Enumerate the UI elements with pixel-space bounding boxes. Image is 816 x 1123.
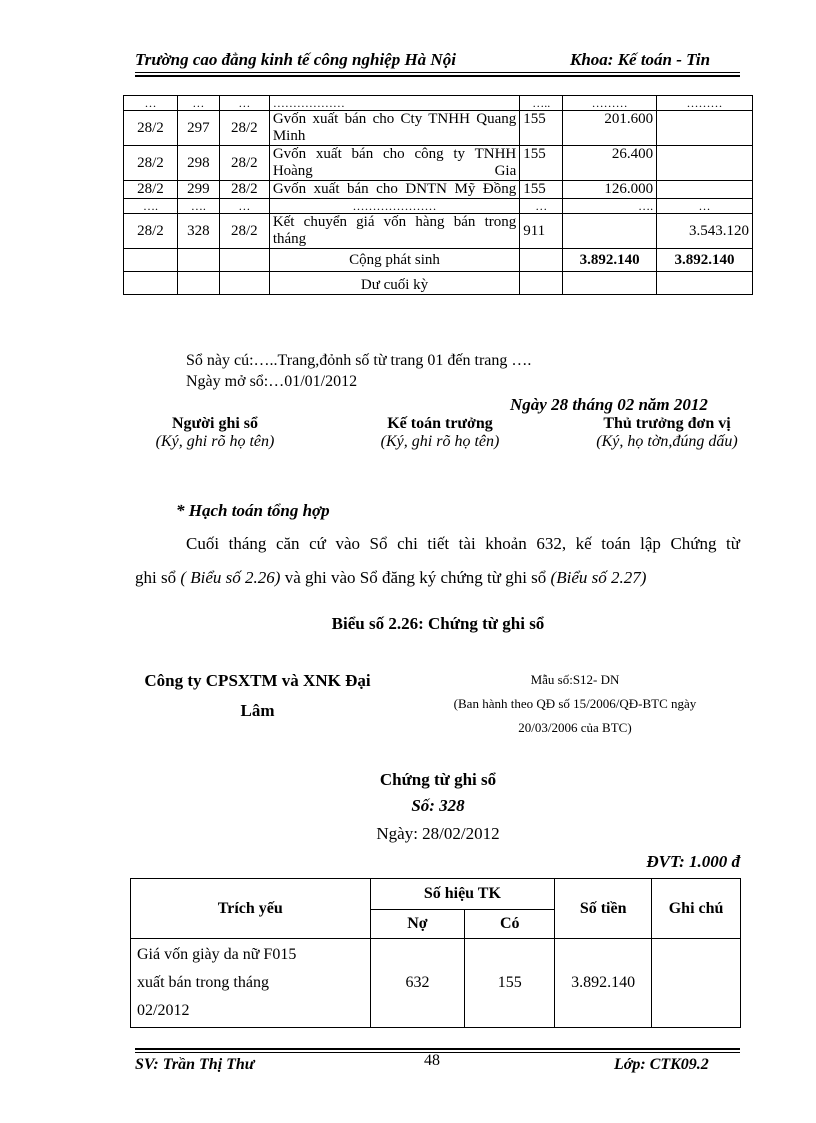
dots-cell: … xyxy=(177,96,219,111)
ledger-description: Kết chuyển giá vốn hàng bán trong tháng xyxy=(269,214,519,249)
signature-head xyxy=(578,415,756,451)
ledger-row xyxy=(124,146,753,181)
ledger-date: 28/2 xyxy=(124,146,178,181)
figure-title: Biểu số 2.26: Chứng từ ghi sổ xyxy=(331,614,545,633)
dots-cell: ………………… xyxy=(269,199,519,214)
ledger-account: 155 xyxy=(520,181,563,199)
voucher-number: Số: 328 xyxy=(411,796,465,815)
signature-title: Kế toán trưởng xyxy=(387,415,493,432)
voucher-header-row xyxy=(131,879,741,910)
empty-cell xyxy=(124,249,178,272)
summary-line: xuất bán trong tháng xyxy=(137,974,269,991)
ledger-credit xyxy=(657,111,753,146)
dots-cell: … xyxy=(124,96,178,111)
end-balance-label: Dư cuối kỳ xyxy=(269,272,519,295)
ledger-date: 28/2 xyxy=(124,214,178,249)
ledger-description: Gvốn xuất bán cho DNTN Mỹ Đồng xyxy=(269,181,519,199)
empty-cell xyxy=(520,272,563,295)
ledger-voucher-date: 28/2 xyxy=(219,181,269,199)
ledger-credit xyxy=(657,146,753,181)
company-name xyxy=(125,666,390,726)
signature-note: (Ký, ghi rõ họ tên) xyxy=(155,433,275,450)
figure-ref: (Biểu số 2.27) xyxy=(550,568,647,587)
dots-cell: …. xyxy=(563,199,657,214)
voucher-credit-account: 155 xyxy=(465,939,555,1028)
footer-student: SV: Trần Thị Thư xyxy=(135,1056,255,1073)
book-pages-line: Sổ này cú:…..Trang,đỏnh số từ trang 01 đến trang …. xyxy=(186,352,532,369)
voucher-amount: 3.892.140 xyxy=(555,939,652,1028)
dots-cell: ……… xyxy=(563,96,657,111)
section-heading: * Hạch toán tổng hợp xyxy=(176,501,330,520)
voucher-title: Chứng từ ghi sổ xyxy=(379,770,497,789)
voucher-table xyxy=(130,878,741,1028)
signing-date: Ngày 28 tháng 02 năm 2012 xyxy=(510,395,708,414)
header-rule-thick xyxy=(135,75,740,77)
form-code: Mẫu số:S12- DN xyxy=(530,672,620,687)
ledger-row xyxy=(124,181,753,199)
dots-cell: … xyxy=(520,199,563,214)
dots-cell: … xyxy=(219,96,269,111)
header-rule xyxy=(135,72,740,73)
form-info xyxy=(405,668,745,740)
empty-cell xyxy=(124,272,178,295)
ledger-debit xyxy=(563,214,657,249)
ledger-dots-row xyxy=(124,199,753,214)
signature-title: Thủ trưởng đơn vị xyxy=(603,415,731,432)
voucher-summary xyxy=(131,939,371,1028)
header-account: Số hiệu TK xyxy=(370,879,555,910)
ledger-debit: 126.000 xyxy=(563,181,657,199)
ledger-voucher-no: 299 xyxy=(177,181,219,199)
total-credit: 3.892.140 xyxy=(657,249,753,272)
voucher-note xyxy=(652,939,741,1028)
ledger-account: 155 xyxy=(520,146,563,181)
ledger-account: 911 xyxy=(520,214,563,249)
dots-cell: …. xyxy=(124,199,178,214)
ledger-credit: 3.543.120 xyxy=(657,214,753,249)
ledger-date: 28/2 xyxy=(124,181,178,199)
signature-note: (Ký, ghi rõ họ tên) xyxy=(380,433,500,450)
total-debit: 3.892.140 xyxy=(563,249,657,272)
unit-label: ĐVT: 1.000 đ xyxy=(646,852,740,871)
paragraph-line1: Cuối tháng căn cứ vào Sổ chi tiết tài khoản 632, kế toán lập Chứng từ xyxy=(186,534,740,553)
header-note: Ghi chú xyxy=(652,879,741,939)
ledger-voucher-no: 298 xyxy=(177,146,219,181)
ledger-account: 155 xyxy=(520,111,563,146)
form-decree: (Ban hành theo QĐ số 15/2006/QĐ-BTC ngày xyxy=(453,696,697,711)
empty-cell xyxy=(219,249,269,272)
header-school: Trường cao đẳng kinh tế công nghiệp Hà Nội xyxy=(135,50,456,69)
signature-note: (Ký, họ tờn,đúng dấu) xyxy=(596,433,738,450)
header-summary: Trích yếu xyxy=(131,879,371,939)
dots-cell: … xyxy=(657,199,753,214)
empty-cell xyxy=(520,249,563,272)
dots-cell: ……………… xyxy=(269,96,519,111)
form-decree-date: 20/03/2006 của BTC) xyxy=(518,720,632,735)
footer-rule-thick xyxy=(135,1048,740,1050)
ledger-description: Gvốn xuất bán cho công ty TNHH Hoàng Gia xyxy=(269,146,519,181)
page-number: 48 xyxy=(424,1052,440,1069)
paragraph-text: và ghi vào Sổ đăng ký chứng từ ghi sổ xyxy=(280,568,551,587)
empty-cell xyxy=(563,272,657,295)
ledger-credit xyxy=(657,181,753,199)
signature-title: Người ghi sổ xyxy=(171,415,259,432)
summary-line: 02/2012 xyxy=(137,1002,190,1019)
header-faculty: Khoa: Kế toán - Tin xyxy=(570,50,711,69)
paragraph-text: ghi sổ xyxy=(135,568,181,587)
empty-cell xyxy=(177,272,219,295)
header-amount: Số tiền xyxy=(555,879,652,939)
company-line: Công ty CPSXTM và XNK Đại xyxy=(144,671,371,690)
empty-cell xyxy=(657,272,753,295)
empty-cell xyxy=(177,249,219,272)
dots-cell: … xyxy=(219,199,269,214)
book-open-date: Ngày mở sổ:…01/01/2012 xyxy=(186,373,358,390)
header-debit: Nợ xyxy=(370,910,465,939)
ledger-row-closing xyxy=(124,214,753,249)
signature-chief-accountant xyxy=(355,415,525,451)
ledger-total-row xyxy=(124,249,753,272)
ledger-table xyxy=(123,95,753,295)
ledger-voucher-date: 28/2 xyxy=(219,214,269,249)
signature-recorder xyxy=(140,415,290,451)
header-credit: Có xyxy=(465,910,555,939)
ledger-voucher-date: 28/2 xyxy=(219,146,269,181)
summary-line: Giá vốn giày da nữ F015 xyxy=(137,946,297,963)
voucher-date: Ngày: 28/02/2012 xyxy=(376,824,500,843)
ledger-balance-row xyxy=(124,272,753,295)
company-line: Lâm xyxy=(240,701,275,720)
voucher-row xyxy=(131,939,741,1028)
empty-cell xyxy=(219,272,269,295)
dots-cell: ….. xyxy=(520,96,563,111)
total-label: Cộng phát sinh xyxy=(269,249,519,272)
figure-ref: ( Biểu số 2.26) xyxy=(180,568,281,587)
ledger-description: Gvốn xuất bán cho Cty TNHH Quang Minh xyxy=(269,111,519,146)
ledger-voucher-date: 28/2 xyxy=(219,111,269,146)
ledger-date: 28/2 xyxy=(124,111,178,146)
ledger-dots-row xyxy=(124,96,753,111)
dots-cell: ……… xyxy=(657,96,753,111)
footer-class: Lớp: CTK09.2 xyxy=(614,1056,709,1073)
ledger-debit: 26.400 xyxy=(563,146,657,181)
ledger-voucher-no: 297 xyxy=(177,111,219,146)
ledger-debit: 201.600 xyxy=(563,111,657,146)
dots-cell: …. xyxy=(177,199,219,214)
voucher-debit-account: 632 xyxy=(370,939,465,1028)
ledger-row xyxy=(124,111,753,146)
paragraph-line2 xyxy=(135,561,646,595)
ledger-voucher-no: 328 xyxy=(177,214,219,249)
